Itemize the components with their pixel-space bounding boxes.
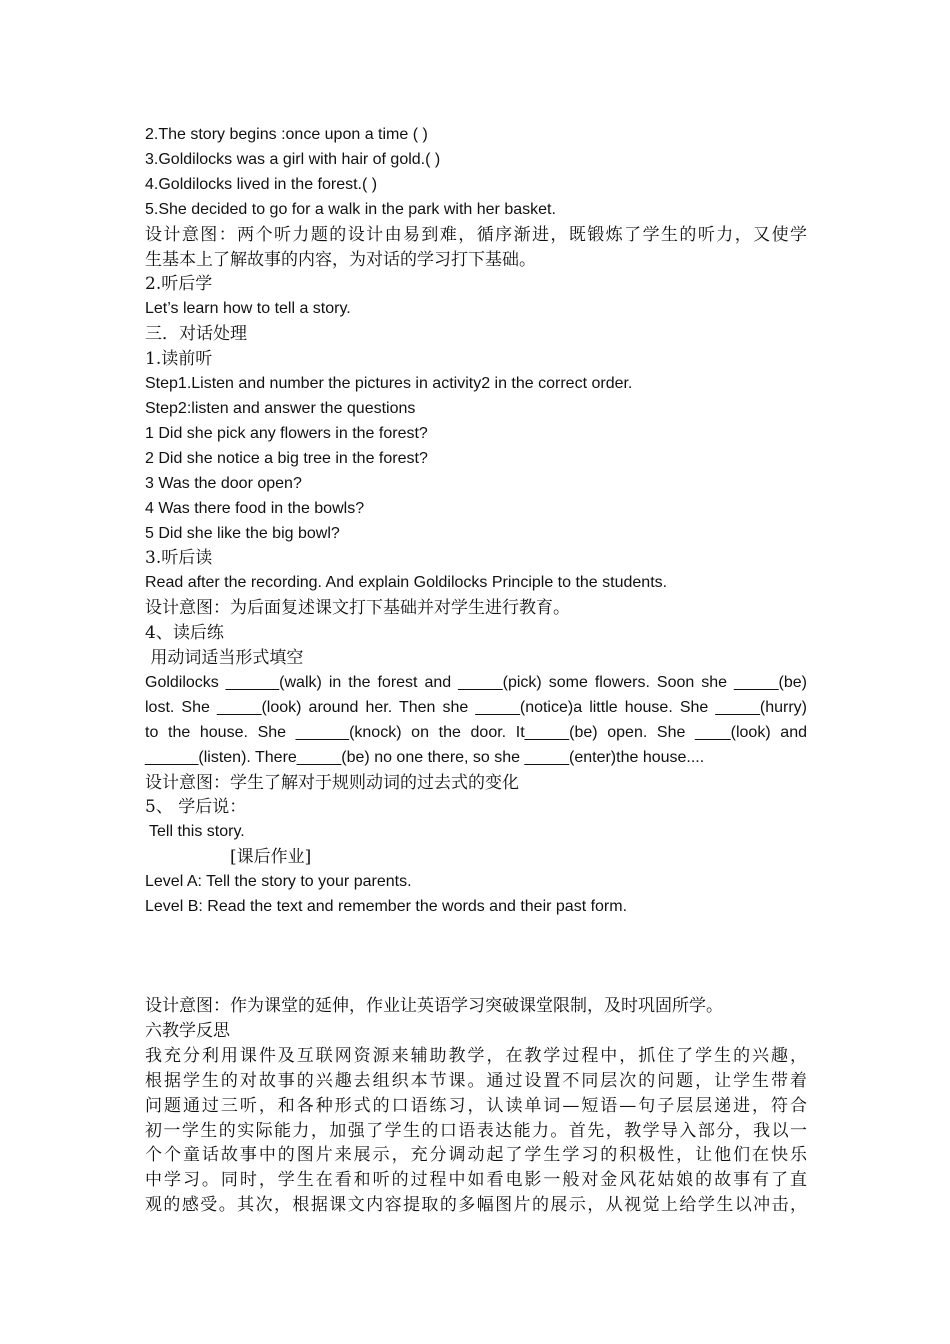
practice-instruction: 用动词适当形式填空 (145, 648, 304, 669)
step-2: Step2:listen and answer the questions (145, 399, 416, 417)
design-intent-2: 设计意图：为后面复述课文打下基础并对学生进行教育。 (145, 598, 570, 619)
question-5: 5 Did she like the big bowl? (145, 524, 340, 542)
document-page (145, 123, 807, 1218)
question-1: 1 Did she pick any flowers in the forest? (145, 424, 428, 442)
reflection-line-2: 根据学生的对故事的兴趣去组织本节课。通过设置不同层次的问题，让学生带着 (145, 1070, 807, 1091)
reflection-line-6: 中学习。同时，学生在看和听的过程中如看电影一般对金风花姑娘的故事有了直 (145, 1170, 807, 1191)
homework-heading: [课后作业] (230, 847, 312, 868)
step-1: Step1.Listen and number the pictures in activity2 in the correct order. (145, 375, 633, 393)
true-false-item-5: 5.She decided to go for a walk in the park with her basket. (145, 200, 556, 218)
question-4: 4 Was there food in the bowls? (145, 499, 365, 517)
cloze-line-2: lost. She _____(look) around her. Then she _____(notice)a little house. She _____(hurry) (145, 698, 807, 716)
practice-heading: 4、读后练 (145, 623, 224, 644)
true-false-item-4: 4.Goldilocks lived in the forest.( ) (145, 175, 378, 193)
reflection-line-1: 我充分利用课件及互联网资源来辅助教学，在教学过程中，抓住了学生的兴趣， (145, 1045, 807, 1066)
homework-level-b: Level B: Read the text and remember the words and their past form. (145, 898, 628, 916)
reflection-line-3: 问题通过三听，和各种形式的口语练习，认读单词—短语—句子层层递进，符合 (145, 1095, 807, 1116)
reflection-line-7: 观的感受。其次，根据课文内容提取的多幅图片的展示，从视觉上给学生以冲击， (145, 1195, 807, 1216)
true-false-item-3: 3.Goldilocks was a girl with hair of gold.( ) (145, 150, 441, 168)
cloze-line-4: ______(listen). There_____(be) no one there, so she _____(enter)the house.... (145, 748, 705, 766)
blank-space (145, 920, 807, 994)
question-3: 3 Was the door open? (145, 474, 302, 492)
after-listen-text: Let’s learn how to tell a story. (145, 300, 351, 318)
reflection-heading: 六教学反思 (145, 1020, 230, 1041)
speak-text: Tell this story. (149, 823, 245, 841)
read-after-heading: 3.听后读 (145, 548, 213, 569)
read-after-text: Read after the recording. And explain Goldilocks Principle to the students. (145, 574, 668, 592)
question-2: 2 Did she notice a big tree in the forest? (145, 449, 428, 467)
reflection-line-4: 初一学生的实际能力，加强了学生的口语表达能力。首先，教学导入部分，我以一 (145, 1120, 807, 1141)
cloze-line-1: Goldilocks ______(walk) in the forest and _____(pick) some flowers. Soon she _____(be) (145, 673, 807, 691)
design-intent-1-line-1: 设计意图：两个听力题的设计由易到难，循序渐进，既锻炼了学生的听力，又使学 (145, 224, 807, 245)
speak-heading: 5、 学后说： (145, 797, 247, 818)
section3-heading: 三．对话处理 (145, 324, 247, 345)
design-intent-3: 设计意图：学生了解对于规则动词的过去式的变化 (145, 772, 519, 793)
after-listen-heading: 2.听后学 (145, 274, 213, 295)
reflection-line-5: 个个童话故事中的图片来展示，充分调动起了学生学习的积极性，让他们在快乐 (145, 1145, 807, 1166)
pre-read-heading: 1.读前听 (145, 349, 213, 370)
design-intent-1-line-2: 生基本上了解故事的内容，为对话的学习打下基础。 (145, 249, 536, 270)
cloze-line-3: to the house. She ______(knock) on the door. It_____(be) open. She ____(look) and (145, 723, 807, 741)
design-intent-4: 设计意图：作为课堂的延伸，作业让英语学习突破课堂限制，及时巩固所学。 (145, 996, 723, 1016)
homework-level-a: Level A: Tell the story to your parents. (145, 873, 412, 891)
true-false-item-2: 2.The story begins :once upon a time ( ) (145, 126, 428, 143)
